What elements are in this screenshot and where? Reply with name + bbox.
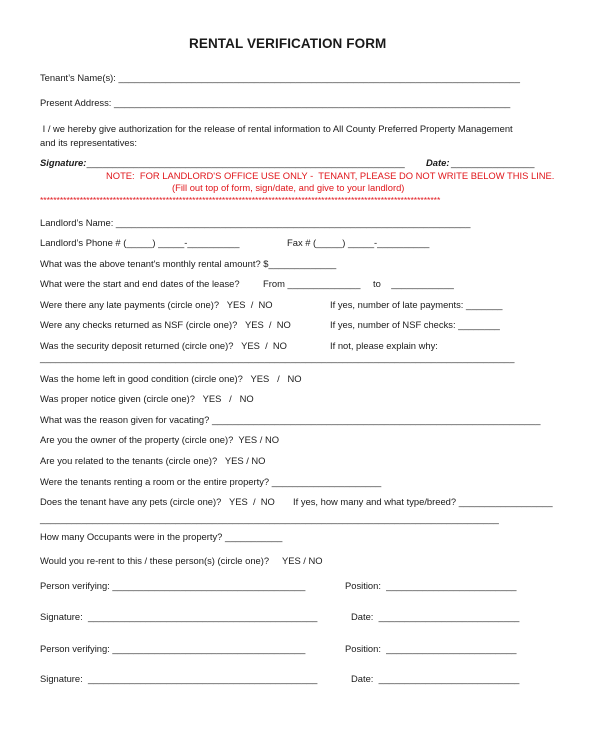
- lease-start-field[interactable]: From ______________: [263, 278, 361, 289]
- nsf-checks-question[interactable]: Were any checks returned as NSF (circle one)? YES / NO: [40, 319, 291, 330]
- authorization-text-line-1: I / we hereby give authorization for the release of rental information to All County Preferred Property Management: [40, 123, 513, 134]
- late-payments-number-field[interactable]: If yes, number of late payments: _______: [330, 299, 503, 310]
- lease-end-field[interactable]: to ____________: [373, 278, 454, 289]
- verifier-date-field-1[interactable]: Date: ___________________________: [351, 611, 520, 622]
- red-star-divider: *************************************************************************************************************************: [40, 195, 441, 205]
- verifier-signature-field-2[interactable]: Signature: ____________________________________________: [40, 673, 318, 684]
- office-instructions: (Fill out top of form, sign/date, and give to your landlord): [172, 182, 405, 193]
- authorization-text-line-2: and its representatives:: [40, 137, 137, 148]
- person-verifying-field-1[interactable]: Person verifying: _____________________________________: [40, 580, 306, 591]
- security-deposit-question[interactable]: Was the security deposit returned (circle one)? YES / NO: [40, 340, 287, 351]
- occupants-field[interactable]: How many Occupants were in the property? ___________: [40, 531, 283, 542]
- tenant-date-field[interactable]: ________________: [451, 157, 535, 168]
- tenant-names-field[interactable]: Tenant’s Name(s): _____________________________________________________________________________: [40, 72, 520, 83]
- nsf-checks-number-field[interactable]: If yes, number of NSF checks: ________: [330, 319, 500, 330]
- tenant-date-label: Date:: [426, 157, 450, 168]
- proper-notice-question[interactable]: Was proper notice given (circle one)? YES / NO: [40, 393, 254, 404]
- deposit-explain-field[interactable]: ___________________________________________________________________________________________: [40, 352, 515, 363]
- office-use-note: NOTE: FOR LANDLORD'S OFFICE USE ONLY - TENANT, PLEASE DO NOT WRITE BELOW THIS LINE.: [106, 170, 555, 181]
- pets-breed-field[interactable]: If yes, how many and what type/breed? __________________: [293, 496, 553, 507]
- position-field-2[interactable]: Position: _________________________: [345, 643, 517, 654]
- present-address-field[interactable]: Present Address: ____________________________________________________________________________: [40, 97, 511, 108]
- tenant-signature-field[interactable]: _____________________________________________________________: [84, 157, 405, 168]
- late-payments-question[interactable]: Were there any late payments (circle one)? YES / NO: [40, 299, 273, 310]
- position-field-1[interactable]: Position: _________________________: [345, 580, 517, 591]
- tenant-signature-label: Signature:: [40, 157, 87, 168]
- landlord-phone-field[interactable]: Landlord’s Phone # (_____) _____-__________: [40, 237, 240, 248]
- verifier-date-field-2[interactable]: Date: ___________________________: [351, 673, 520, 684]
- home-condition-question[interactable]: Was the home left in good condition (circle one)? YES / NO: [40, 373, 302, 384]
- property-owner-question[interactable]: Are you the owner of the property (circle one)? YES / NO: [40, 434, 280, 445]
- verifier-signature-field-1[interactable]: Signature: ____________________________________________: [40, 611, 318, 622]
- pets-question[interactable]: Does the tenant have any pets (circle one)? YES / NO: [40, 496, 275, 507]
- landlord-name-field[interactable]: Landlord’s Name: ____________________________________________________________________: [40, 217, 471, 228]
- rerent-question[interactable]: Would you re-rent to this / these person(s) (circle one)? YES / NO: [40, 555, 323, 566]
- monthly-rent-question[interactable]: What was the above tenant's monthly rental amount? $_____________: [40, 258, 337, 269]
- related-tenants-question[interactable]: Are you related to the tenants (circle one)? YES / NO: [40, 455, 266, 466]
- room-or-property-field[interactable]: Were the tenants renting a room or the entire property? _____________________: [40, 476, 382, 487]
- vacating-reason-field[interactable]: What was the reason given for vacating? _______________________________________________________________: [40, 414, 541, 425]
- lease-dates-question: What were the start and end dates of the lease?: [40, 278, 240, 289]
- pets-breed-extra-line[interactable]: ________________________________________________________________________________________: [40, 513, 499, 524]
- page-title: RENTAL VERIFICATION FORM: [189, 36, 387, 51]
- person-verifying-field-2[interactable]: Person verifying: _____________________________________: [40, 643, 306, 654]
- landlord-fax-field[interactable]: Fax # (_____) _____-__________: [287, 237, 430, 248]
- deposit-explain-label: If not, please explain why:: [330, 340, 438, 351]
